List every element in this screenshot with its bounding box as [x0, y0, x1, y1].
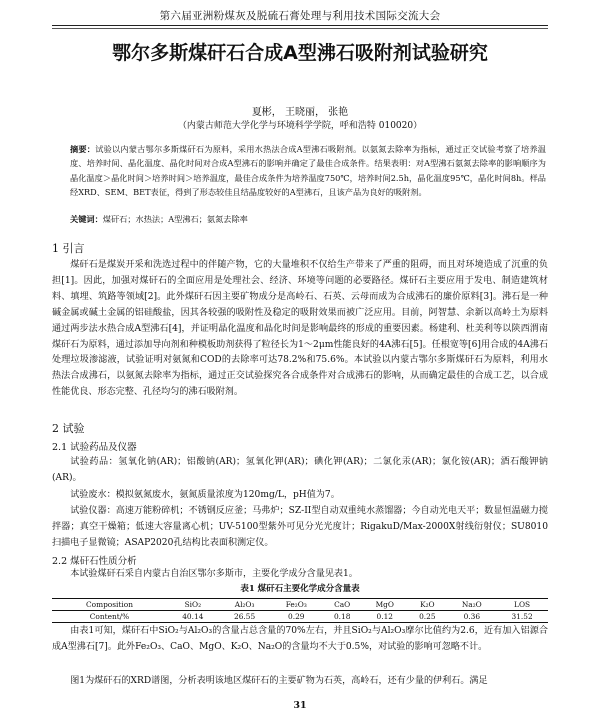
table-1-title: 表1 煤矸石主要化学成分含量表	[240, 584, 360, 594]
table-header-cell: Na₂O	[461, 600, 482, 609]
table-header-cell: MgO	[375, 600, 394, 609]
table-header-cell: Al₂O₃	[234, 600, 255, 609]
table-1	[52, 582, 548, 623]
abstract-label: 摘要：	[70, 144, 96, 154]
running-header: 第六届亚洲粉煤灰及脱硫石膏处理与利用技术国际交流大会	[159, 10, 441, 22]
table-header-cell: Fe₂O₃	[285, 600, 307, 609]
header-rule-thin	[52, 28, 548, 29]
table-row	[52, 611, 548, 623]
table-header-row	[52, 599, 548, 611]
table-header-cell: CaO	[334, 600, 351, 609]
table-cell: 0.25	[419, 612, 436, 621]
subsection-heading-materials: 2.1 试验药品及仪器	[52, 442, 137, 453]
paper-authors: 夏彬， 王晓丽， 张艳	[251, 107, 349, 118]
table-cell: 31.52	[511, 612, 533, 621]
paper-title: 鄂尔多斯煤矸石合成A型沸石吸附剂试验研究	[112, 42, 488, 64]
paragraph-wastewater: 试验废水：模拟氨氮废水，氨氮质量浓度为120mg/L，pH值为7。	[70, 490, 340, 500]
table-cell: 40.14	[182, 612, 204, 621]
paragraph-composition-intro: 本试验煤矸石采自内蒙古自治区鄂尔多斯市，主要化学成分含量见表1。	[70, 569, 358, 579]
header-rule	[52, 25, 548, 26]
abstract	[70, 142, 546, 200]
paragraph-reagents: 试验药品：氢氧化钠(AR)；铝酸钠(AR)；氢氧化钾(AR)；碘化钾(AR)；二氯化汞(AR)；氯化铵(AR)；酒石酸钾钠(AR)。	[52, 457, 548, 483]
page-number: 31	[293, 700, 307, 711]
paragraph-instruments: 试验仪器：高速万能粉碎机；不锈钢反应釜；马弗炉；SZ-II型自动双重纯水蒸馏器；今自动光电天平；数显恒温磁力搅拌器；真空干燥箱；低速大容量离心机；UV-5100型紫外可见分光光度计；RigakuD/Max-2000X射线衍射仪；SU8010扫描电子显微镜；ASAP2020孔结构比表面积测定仪。	[52, 506, 548, 548]
paragraph-table-discussion: 由表1可知，煤矸石中SiO₂与Al₂O₃的含量占总含量的70%左右，并且SiO₂与Al₂O₃摩尔比值约为2.6，近有加入铝源合成A型沸石[7]。此外Fe₂O₃、CaO、MgO、K₂O、Na₂O的含量均不大于0.5%，对试验的影响可忽略不计。	[52, 626, 548, 652]
table-header-cell: Composition	[85, 600, 133, 609]
abstract-text: 试验以内蒙古鄂尔多斯煤矸石为原料，采用水热法合成A型沸石吸附剂。以氨氮去除率为指标，通过正交试验考察了培养温度、培养时间、晶化温度、晶化时间对合成A型沸石的影响并确定了最佳合成条件。结果表明：对A型沸石氨氮去除率的影响顺序为晶化温度＞晶化时间＞培养时间＞培养温度，最佳合成条件为培养温度750℃，培养时间2.5h，晶化温度95℃，晶化时间8h。样品经XRD、SEM、BET表征，得到了形态较佳且结晶度较好的A型沸石，且该产品为良好的吸附剂。	[70, 144, 546, 198]
keywords	[70, 214, 546, 225]
table-header-cell: LOS	[514, 600, 531, 609]
table-cell: 0.18	[333, 612, 351, 621]
section-heading-introduction: 1 引言	[52, 242, 85, 255]
table-cell: 0.36	[463, 612, 481, 621]
keywords-text: 煤矸石；水热法；A型沸石；氨氮去除率	[102, 214, 248, 224]
table-cell: Content/%	[89, 612, 130, 621]
subsection-heading-composition: 2.2 煤矸石性质分析	[52, 556, 137, 567]
table-header-cell: K₂O	[420, 600, 435, 609]
keywords-label: 关键词：	[70, 214, 103, 224]
table-header-cell: SiO₂	[184, 600, 202, 609]
paragraph-xrd: 图1为煤矸石的XRD谱图，分析表明该地区煤矸石的主要矿物为石英，高岭石，还有少量的伊利石。满足	[70, 676, 488, 686]
table-cell: 0.29	[288, 612, 305, 621]
table-cell: 26.55	[234, 612, 256, 621]
paper-affiliation: （内蒙古师范大学化学与环境科学学院，呼和浩特 010020）	[177, 121, 423, 131]
paragraph-introduction: 煤矸石是煤炭开采和洗选过程中的伴随产物，它的大量堆积不仅给生产带来了严重的阻碍，而且对环境造成了沉重的负担[1]。因此，加强对煤矸石的全面应用是处理社会、经济、环境等问题的必要路径。煤矸石主要应用于发电、制造建筑材料、填埋、筑路等领域[2]。此外煤矸石因主要矿物成分是高岭石、石英、云母而成为合成沸石的廉价原料[3]。沸石是一种碱金属或碱土金属的铝硅酸盐，因其各较强的吸附性及稳定的吸附效果而被广泛应用。目前，阿智慧、余新以高岭土为原料通过两步法水热合成A型沸石[4]，并证明晶化温度和晶化时间是影响最终的形成的重要因素。杨建利、杜美利等以陕西渭南煤矸石为原料，通过添加导向剂和种模板助剂获得了粒径长为1～2μm性能良好的4A沸石[5]。任根宽等[6]用合成的4A沸石处理垃圾渗滤液，试验证明对氨氮和COD的去除率可达78.2%和75.6%。本试验以内蒙古鄂尔多斯煤矸石为原料，利用水热法合成沸石，以氨氮去除率为指标，通过正交试验探究各合成条件对合成沸石的影响，从而确定最佳的合成工艺，以合成性能优良、形态完整、孔径均匀的沸石吸附剂。	[52, 260, 548, 398]
table-cell: 0.12	[376, 612, 393, 621]
section-heading-experiment: 2 试验	[52, 422, 85, 435]
composition-table	[52, 598, 548, 623]
